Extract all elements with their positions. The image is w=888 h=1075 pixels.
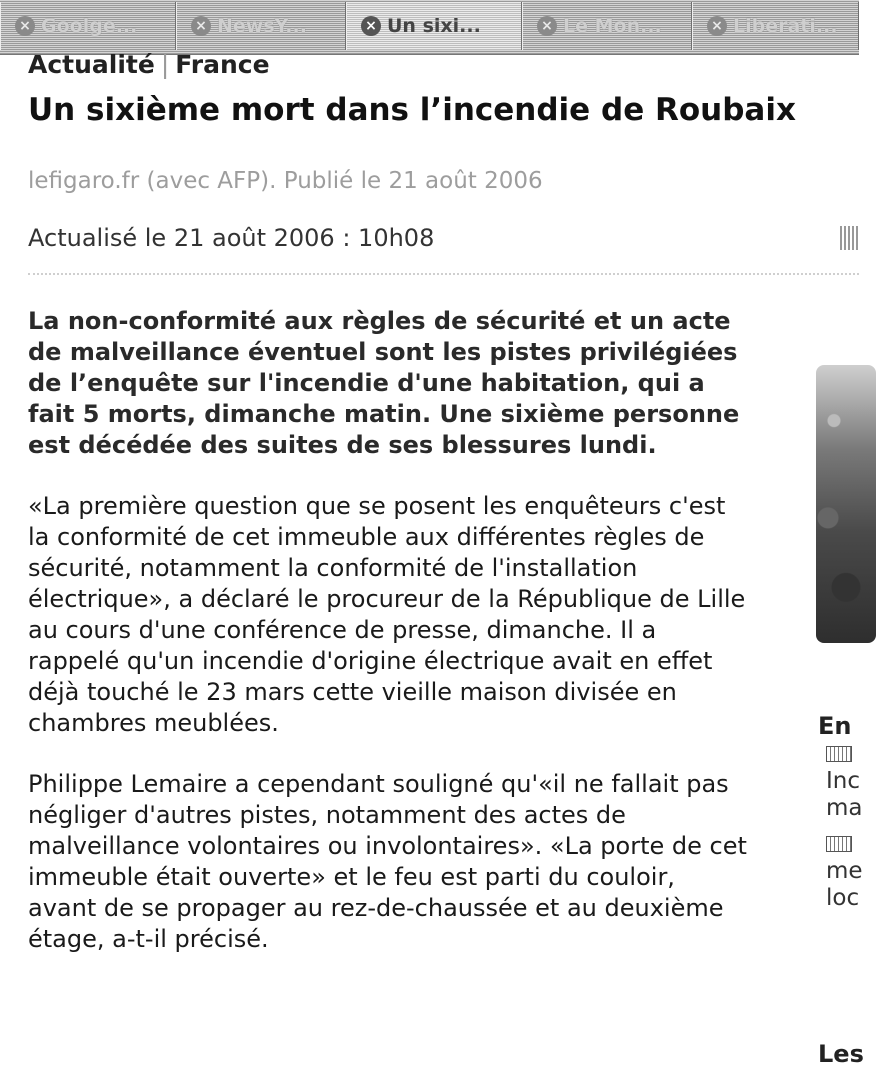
article-updated: Actualisé le 21 août 2006 : 10h08: [28, 224, 435, 252]
close-icon[interactable]: ×: [537, 16, 557, 36]
tab-bar: [0, 0, 859, 55]
tab-label: Goolge...: [41, 15, 138, 37]
sidebar-heading-les: Les: [818, 1040, 864, 1068]
article-body: [28, 306, 748, 955]
close-icon[interactable]: ×: [707, 16, 727, 36]
tab-liberation[interactable]: [692, 2, 859, 50]
tab-label: NewsY...: [217, 15, 307, 37]
sidebar-photo[interactable]: [816, 365, 876, 643]
sidebar-link-2[interactable]: [826, 836, 886, 912]
sidebar-link-line: ma: [826, 795, 863, 821]
breadcrumb: [28, 50, 270, 79]
sidebar-heading-en: En: [818, 712, 852, 740]
tab-label: Liberati...: [733, 15, 838, 37]
article-paragraph-2: Philippe Lemaire a cependant souligné qu'«il ne fallait pas négliger d'autres pistes, notamment des actes de malveillance volontaires ou involontaires». «La porte de cet immeuble était ouverte» et le feu est parti du couloir, avant de se propager au rez-de-chaussée et au deuxième étage, a-t-il précisé.: [28, 770, 747, 953]
sidebar-link-line: loc: [826, 885, 860, 911]
breadcrumb-section[interactable]: Actualité: [28, 50, 155, 79]
toolbar-grip-icon[interactable]: [840, 226, 860, 250]
document-icon: [826, 836, 852, 852]
tab-newsy[interactable]: [176, 2, 346, 50]
close-icon[interactable]: ×: [15, 16, 35, 36]
sidebar-link-line: me: [826, 858, 863, 884]
document-icon: [826, 746, 852, 762]
page-title: Un sixième mort dans l’incendie de Roubaix: [28, 92, 796, 128]
article-lead: La non-conformité aux règles de sécurité et un acte de malveillance éventuel sont les pistes privilégiées de l’enquête sur l'incendie d'une habitation, qui a fait 5 morts, dimanche matin. Une sixième personne est décédée des suites de ses blessures lundi.: [28, 307, 740, 459]
sidebar-link-line: Inc: [826, 768, 861, 794]
tab-le-monde[interactable]: [522, 2, 692, 50]
breadcrumb-separator: |: [160, 50, 170, 79]
breadcrumb-subsection[interactable]: France: [175, 50, 270, 79]
close-icon[interactable]: ×: [191, 16, 211, 36]
article-source: lefigaro.fr (avec AFP). Publié le 21 août 2006: [28, 168, 543, 194]
sidebar-link-1[interactable]: [826, 746, 886, 822]
article-paragraph-1: «La première question que se posent les enquêteurs c'est la conformité de cet immeuble aux différentes règles de sécurité, notamment la conformité de l'installation électrique», a déclaré le procureur de la République de Lille au cours d'une conférence de presse, dimanche. Il a rappelé qu'un incendie d'origine électrique avait en effet déjà touché le 23 mars cette vieille maison divisée en chambres meublées.: [28, 492, 746, 737]
tab-label: Un sixi...: [387, 15, 481, 37]
dotted-divider: [28, 273, 859, 275]
tab-label: Le Mon...: [563, 15, 662, 37]
tab-google[interactable]: [0, 2, 176, 50]
close-icon[interactable]: ×: [361, 16, 381, 36]
tab-un-sixieme[interactable]: [346, 2, 522, 50]
